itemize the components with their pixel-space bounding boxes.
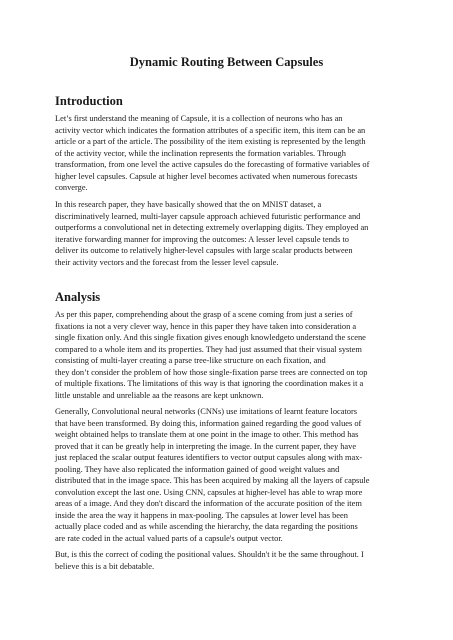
paragraph-line: proved that it can be greatly help in interpreting the image. In the current paper, they have	[55, 441, 357, 451]
analysis-paragraph-1	[55, 309, 405, 401]
paragraph-line: pooling. They have also replicated the information gained of good weight values and	[55, 464, 340, 474]
paragraph-line: But, is this the correct of coding the positional values. Shouldn't it be the same throughout. I	[55, 550, 364, 559]
paragraph-line: little unstable and unreliable aa the reasons are kept unknown.	[55, 390, 264, 400]
paragraph-line: iterative forwarding manner for improving the outcomes: A lesser level capsule tends to	[55, 234, 349, 244]
intro-paragraph-1	[55, 113, 405, 194]
paragraph-line: higher level capsules. Capsule at higher level becomes activated when numerous forecasts	[55, 171, 358, 181]
paragraph-line: of the activity vector, while the inclination represents the formation variables. Through	[55, 148, 346, 158]
document-title: Dynamic Routing Between Capsules	[129, 55, 324, 69]
section-heading-introduction: Introduction	[55, 94, 123, 108]
intro-paragraph-2	[55, 199, 405, 268]
paragraph-line: In this research paper, they have basically showed that the on MNIST dataset, a	[55, 200, 322, 209]
paragraph-line: weight obtained helps to translate them at one point in the image to other. This method has	[55, 430, 359, 439]
paragraph-line: actually place coded and as while ascending the hierarchy, the data regarding the positions	[55, 522, 358, 531]
analysis-paragraph-3	[55, 549, 405, 572]
paragraph-line: Let’s first understand the meaning of Capsule, it is a collection of neurons who has an	[55, 114, 343, 123]
paragraph-line: article or a part of the article. The possibility of the item existing is represented by the length	[55, 137, 366, 146]
paragraph-line: inside the area the way it happens in max-pooling. The capsules at lower level has been	[55, 510, 348, 520]
analysis-paragraph-2	[55, 406, 405, 544]
paragraph-line: their activity vectors and the forecast from the lesser level capsule.	[55, 257, 279, 267]
paragraph-line: they don’t consider the problem of how those single-fixation parse trees are connected on top	[55, 367, 368, 377]
paragraph-line: are rate coded in the actual valued parts of a capsule's output vector.	[55, 533, 283, 543]
paragraph-line: fixations ia not a very clever way, hence in this paper they have taken into consideration a	[55, 321, 357, 331]
paragraph-line: transformation, from one level the active capsules do the forecasting of formative variables of	[55, 160, 370, 169]
paragraph-line: areas of a image. And they don't discard the information of the accurate position of the item	[55, 499, 362, 508]
paragraph-line: single fixation only. And this single fixation gives enough knowledgeto understand the scene	[55, 333, 366, 342]
paragraph-line: convolution except the last one. Using CNN, capsules at higher-level has able to wrap more	[55, 487, 363, 497]
paragraph-line: As per this paper, comprehending about the grasp of a scene coming from just a series of	[55, 310, 353, 319]
paragraph-line: of multiple fixations. The limitations of this way is that ignoring the coordination makes it a	[55, 379, 364, 388]
paragraph-line: Generally, Convolutional neural networks (CNNs) use imitations of learnt feature locators	[55, 407, 358, 416]
paragraph-line: deliver its outcome to relatively higher-level capsules with large scalar products between	[55, 246, 353, 255]
paragraph-line: that have been transformed. By doing this, information gained regarding the good values of	[55, 418, 362, 428]
paragraph-line: compared to a whole item and its properties. They had just assumed that their visual system	[55, 344, 362, 354]
paragraph-line: just replaced the scalar output features identifiers to vector output capsules along with max-	[55, 453, 363, 462]
section-heading-analysis: Analysis	[55, 290, 101, 304]
paragraph-line: converge.	[55, 183, 88, 192]
paragraph-line: believe this is a bit debatable.	[55, 561, 155, 571]
paragraph-line: activity vector which indicates the formation attributes of a specific item, this item can be an	[55, 125, 366, 135]
paragraph-line: consisting of multi-layer creating a parse tree-like structure on each fixation, and	[55, 356, 326, 365]
paragraph-line: discriminatively learned, multi-layer capsule approach achieved futuristic performance and	[55, 211, 361, 221]
paragraph-line: outperforms a convolutional net in detecting extremely overlapping digits. They employed an	[55, 223, 369, 232]
paragraph-line: distributed that in the image space. This has been acquired by making all the layers of capsule	[55, 476, 370, 485]
